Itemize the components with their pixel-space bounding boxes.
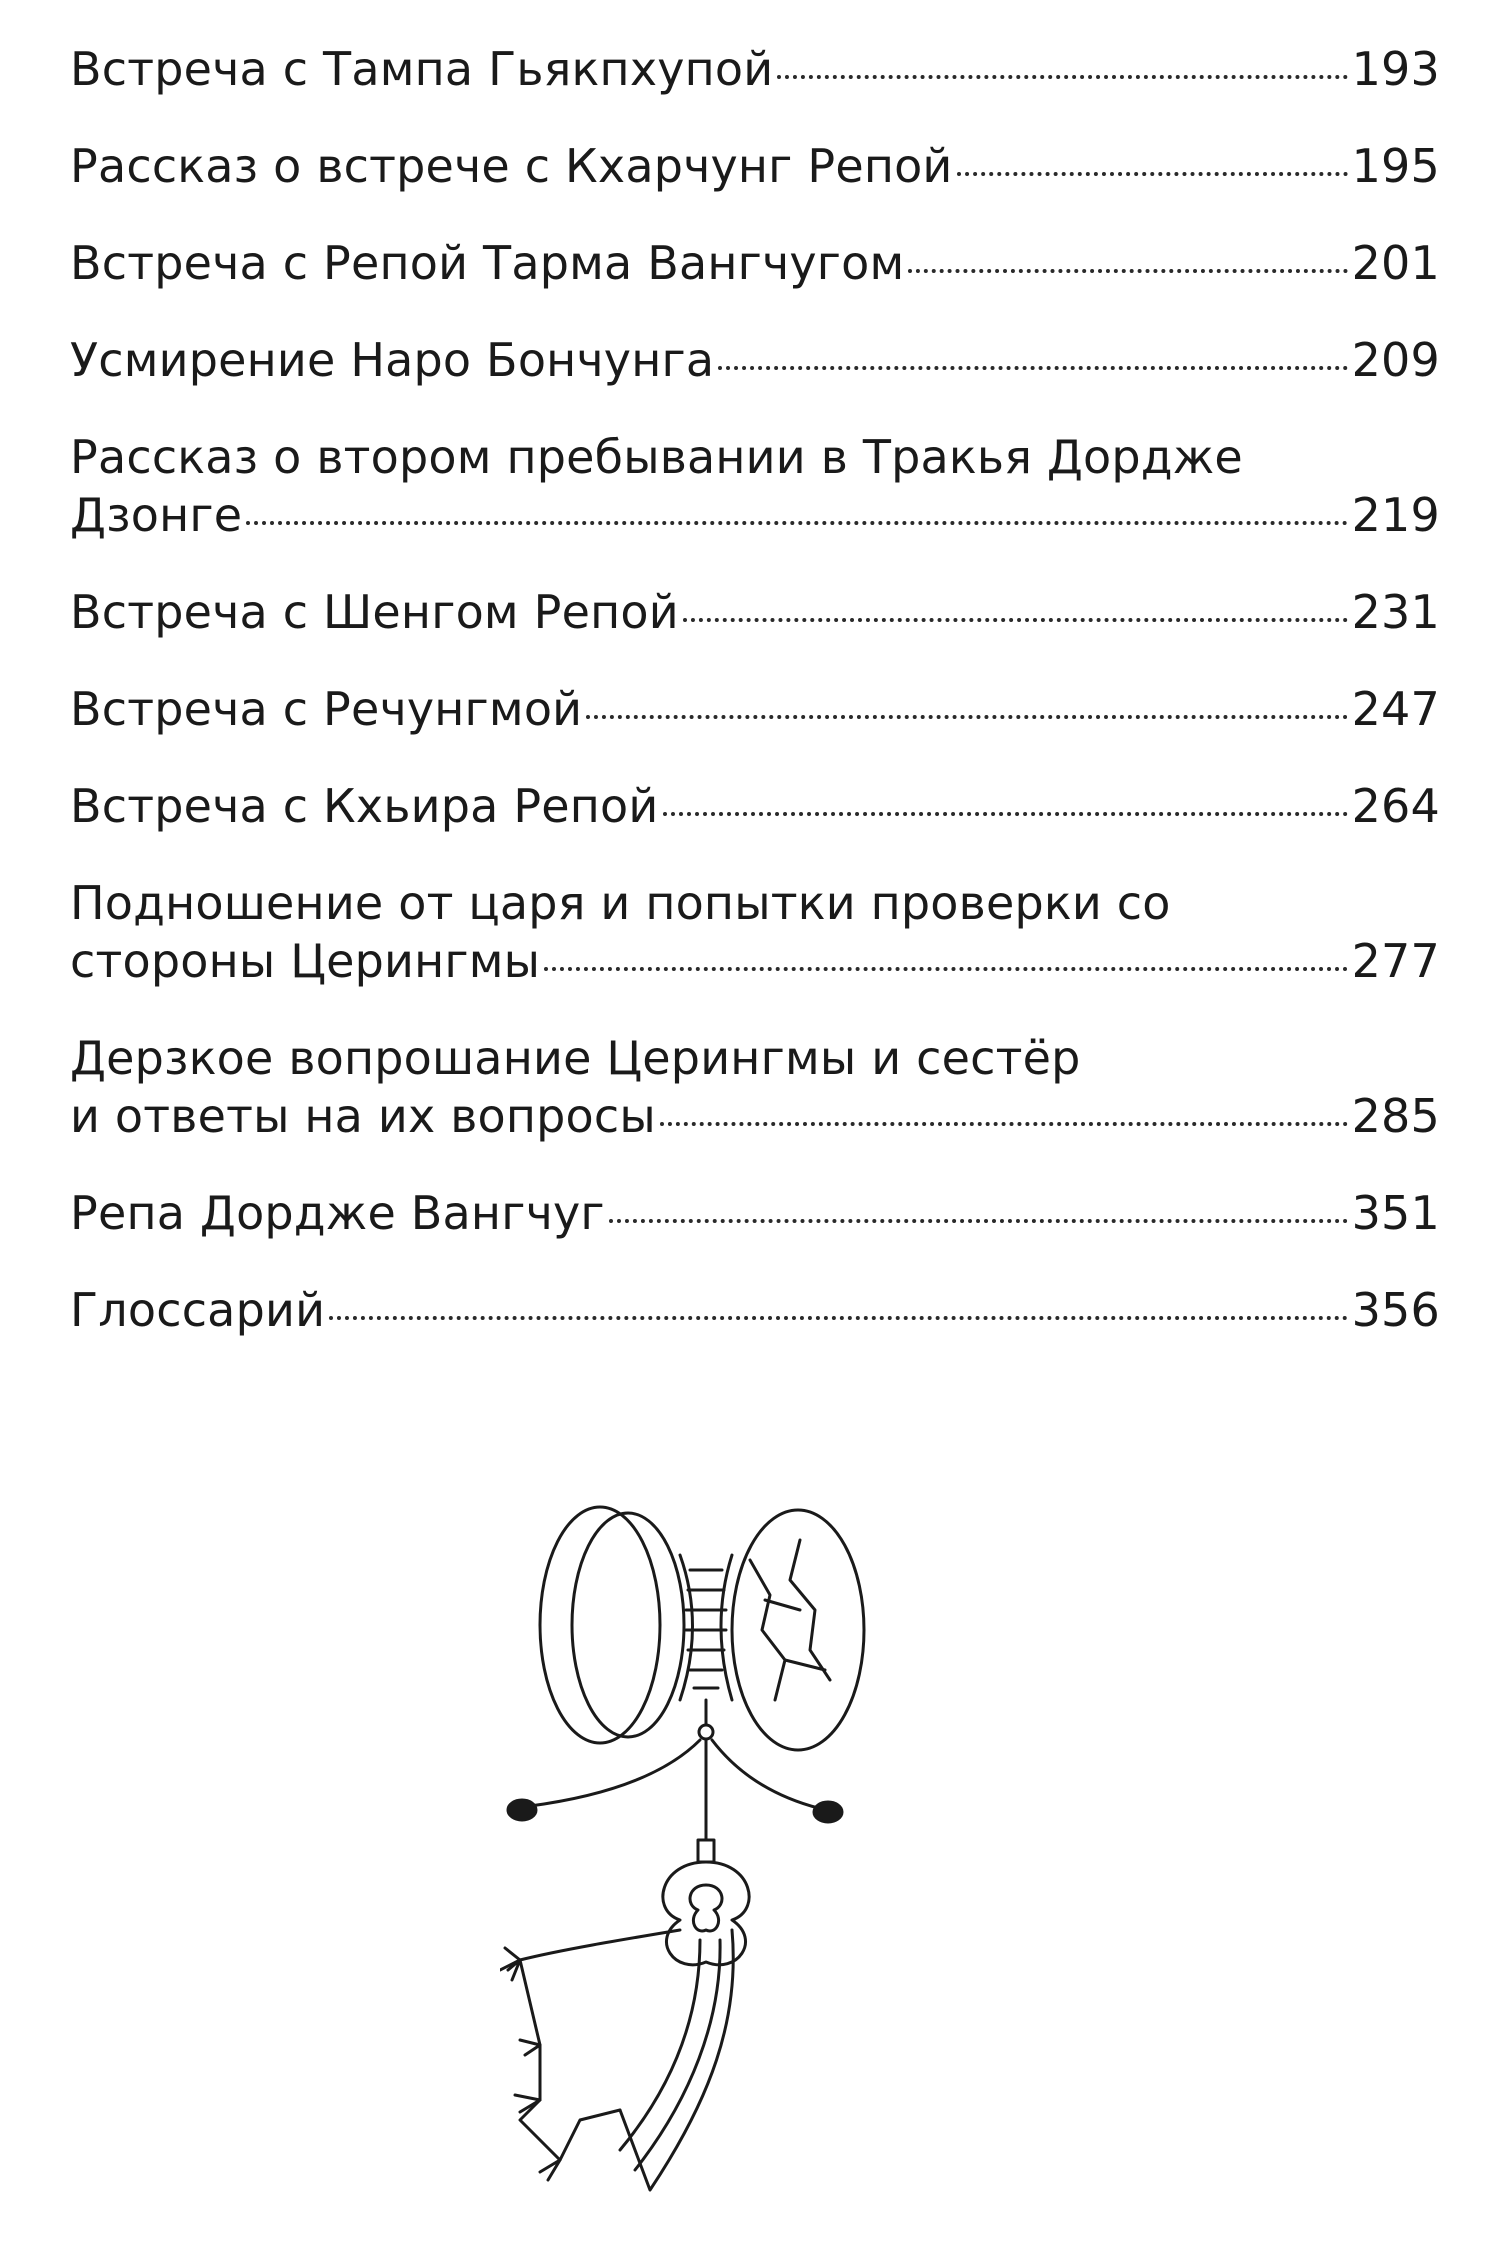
toc-entry-title-line: и ответы на их вопросы (70, 1089, 656, 1143)
toc-entry[interactable] (70, 777, 1440, 835)
toc-entry-title: Встреча с Репой Тарма Вангчугом (70, 236, 905, 290)
toc-entry[interactable] (70, 680, 1440, 738)
table-of-contents (70, 40, 1440, 1378)
toc-entry-title: Встреча с Шенгом Репой (70, 585, 679, 639)
dot-leader (663, 812, 1348, 816)
toc-entry-title-line: Дзонге (70, 488, 243, 542)
toc-last-line (70, 932, 1440, 990)
dot-leader (329, 1316, 1347, 1320)
toc-page-number: 264 (1351, 779, 1440, 833)
toc-page-number: 201 (1351, 236, 1440, 290)
toc-last-line (70, 583, 1440, 641)
dot-leader (777, 75, 1347, 79)
dot-leader (957, 172, 1348, 176)
toc-last-line (70, 1087, 1440, 1145)
damaru-drum-icon (500, 1500, 1020, 2220)
toc-last-line (70, 777, 1440, 835)
dot-leader (660, 1122, 1348, 1126)
toc-page-number: 285 (1351, 1089, 1440, 1143)
dot-leader (246, 521, 1347, 525)
toc-page-number: 356 (1351, 1283, 1440, 1337)
toc-entry-title: Усмирение Наро Бончунга (70, 333, 715, 387)
toc-entry[interactable] (70, 1184, 1440, 1242)
toc-entry[interactable] (70, 137, 1440, 195)
toc-page-number: 195 (1351, 139, 1440, 193)
dot-leader (683, 618, 1348, 622)
dot-leader (544, 967, 1347, 971)
toc-entry-title: Встреча с Кхьира Репой (70, 779, 659, 833)
toc-last-line (70, 331, 1440, 389)
toc-entry-title: Рассказ о встрече с Кхарчунг Репой (70, 139, 953, 193)
toc-page-number: 247 (1351, 682, 1440, 736)
toc-entry[interactable] (70, 428, 1440, 544)
toc-page-number: 351 (1351, 1186, 1440, 1240)
toc-entry-title: Встреча с Речунгмой (70, 682, 583, 736)
toc-entry[interactable] (70, 1029, 1440, 1145)
toc-entry[interactable] (70, 331, 1440, 389)
toc-last-line (70, 486, 1440, 544)
toc-entry-title-line: стороны Церингмы (70, 934, 541, 988)
toc-last-line (70, 234, 1440, 292)
toc-last-line (70, 137, 1440, 195)
toc-entry[interactable] (70, 40, 1440, 98)
toc-last-line (70, 1184, 1440, 1242)
toc-page-number: 209 (1351, 333, 1440, 387)
dot-leader (609, 1219, 1348, 1223)
toc-entry[interactable] (70, 583, 1440, 641)
toc-last-line (70, 40, 1440, 98)
toc-page-number: 231 (1351, 585, 1440, 639)
toc-page-number: 219 (1351, 488, 1440, 542)
toc-entry-title: Встреча с Тампа Гьякпхупой (70, 42, 774, 96)
toc-entry[interactable] (70, 1281, 1440, 1339)
toc-page-number: 193 (1351, 42, 1440, 96)
toc-entry-title-line: Подношение от царя и попытки проверки со (70, 876, 1171, 930)
toc-entry[interactable] (70, 874, 1440, 990)
dot-leader (718, 366, 1347, 370)
toc-last-line (70, 1281, 1440, 1339)
dot-leader (908, 269, 1347, 273)
toc-last-line (70, 680, 1440, 738)
toc-entry-title: Глоссарий (70, 1283, 326, 1337)
toc-entry-title: Репа Дордже Вангчуг (70, 1186, 605, 1240)
toc-entry-title-line: Дерзкое вопрошание Церингмы и сестёр (70, 1031, 1081, 1085)
dot-leader (586, 715, 1347, 719)
toc-entry-title-line: Рассказ о втором пребывании в Тракья Дордже (70, 430, 1243, 484)
toc-entry[interactable] (70, 234, 1440, 292)
toc-page-number: 277 (1351, 934, 1440, 988)
